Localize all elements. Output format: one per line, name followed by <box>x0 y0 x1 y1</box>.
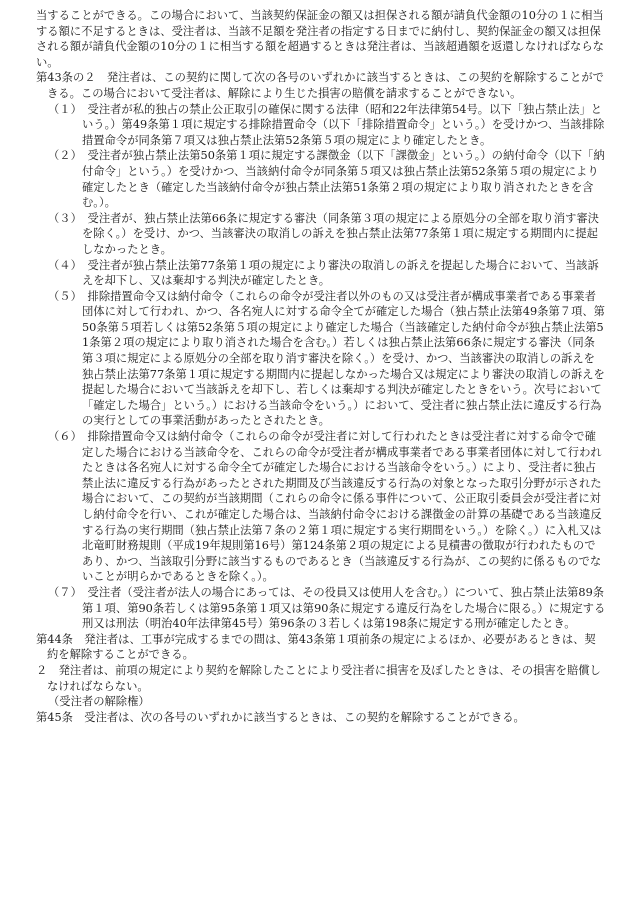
item-3: （３） 受注者が、独占禁止法第66条に規定する審決（同条第３項の規定による原処分の全部を取り消す審決を除く。）を受け、かつ、当該審決の取消しの訴えを独占禁止法第77条第１項に規定する期間内に提起しなかったとき。 <box>48 211 599 256</box>
article-44: 第44条 発注者は、工事が完成するまでの間は、第43条第１項前条の規定によるほか、必要があるときは、契約を解除することができる。 <box>36 632 596 662</box>
item-7: （７） 受注者（受注者が法人の場合にあっては、その役員又は使用人を含む。）について、独占禁止法第89条第１項、第90条若しくは第95条第１項又は第90条に規定する違反行為をした場合に限る。）に規定する刑又は刑法（明治40年法律第45号）第96条の３若しくは第198条に規定する刑が確定したとき。 <box>48 585 606 631</box>
article-43-2: 第43条の２ 発注者は、この契約に関して次の各号のいずれかに該当するときは、この契約を解除することができる。この場合において受注者は、解除により生じた損害の賠償を請求することができない。 <box>36 71 604 100</box>
item-5: （５） 排除措置命令又は納付命令（これらの命令が受注者以外のもの又は受注者が構成事業者である事業者団体に対して行われ、かつ、各名宛人に対する命令全てが確定した場合（独占禁止法第49条第７項、第50条第５項若しくは第52条第５項の規定により確定した場合（当該確定した納付命令が独占禁止法第51条第２項の規定により取り消された場合を含む。）若しくは独占禁止法第66条に規定する審決（同条第３項に規定による原処分の全部を取り消す審決を除く。）を受け、かつ、当該審決の取消しの訴えを独占禁止法第77条第１項に規定する期間内に提起しなかった場合又は規定により審決の取消しの訴えを提起した場合において当該訴えを却下し、若しくは棄却する判決が確定したときをいう。次号において「確定した場合」という。）における当該命令をいう。）において、受注者に独占禁止法に違反する行為の実行としての事業活動があったとされたとき。 <box>48 289 605 428</box>
article-44-paragraph-2: ２ 発注者は、前項の規定により契約を解除したことにより受注者に損害を及ぼしたときは、その損害を賠償しなければならない。 <box>36 663 601 693</box>
article-45: 第45条 受注者は、次の各号のいずれかに該当するときは、この契約を解除することができる。 <box>36 710 525 724</box>
item-6: （６） 排除措置命令又は納付命令（これらの命令が受注者に対して行われたときは受注者に対する命令で確定した場合における当該命令を、これらの命令が受注者が構成事業者である事業者団体に対して行われたときは各名宛人に対する命令全てが確定した場合における当該命令をいう。）により、受注者に独占禁止法に違反する行為があったとされた期間及び当該違反する行為の対象となった取引分野が示された場合において、この契約が当該期間（これらの命令に係る事件について、公正取引委員会が受注者に対し納付命令を行い、これが確定した場合は、当該納付命令における課徴金の計算の基礎である当該違反する行為の実行期間（独占禁止法第７条の２第１項に規定する実行期間をいう。）を除く。）に入札又は北竜町財務規則（平成19年規則第16号）第124条第２項の規定による見積書の徴取が行われたものであり、かつ、当該取引分野に該当するものであるとき（当該違反する行為が、この契約に係るものでないことが明らかであるときを除く。）。 <box>48 430 602 584</box>
item-4: （４） 受注者が独占禁止法第77条第１項の規定により審決の取消しの訴えを提起した場合において、当該訴えを却下し、又は棄却する判決が確定したとき。 <box>48 258 599 288</box>
paragraph-continuation: 当することができる。この場合において、当該契約保証金の額又は担保される額が請負代金額の10分の１に相当する額に不足するときは、受注者は、当該不足額を発注者の指定する日までに納付し、契約保証金の額又は担保される額が請負代金額の10分の１に相当する額を超過するときは発注者は、当該超過額を返還しなければならない。 <box>36 9 604 69</box>
section-heading-contractor-termination: （受注者の解除権） <box>48 695 150 709</box>
item-2: （２） 受注者が独占禁止法第50条第１項に規定する課徴金（以下「課徴金」という。）の納付命令（以下「納付命令」という。）を受けかつ、当該納付命令が同条第５項又は独占禁止法第52条第５項の規定により確定したとき（確定した当該納付命令が独占禁止法第51条第２項の規定により取り消されたときを含む。）。 <box>48 149 605 210</box>
item-1: （１） 受注者が私的独占の禁止公正取引の確保に関する法律（昭和22年法律第54号。以下「独占禁止法」という。）第49条第１項に規定する排除措置命令（以下「排除措置命令」という。）を受けかつ、当該排除措置命令が同条第７項又は独占禁止法第52条第５項の規定により確定したとき。 <box>48 102 605 147</box>
